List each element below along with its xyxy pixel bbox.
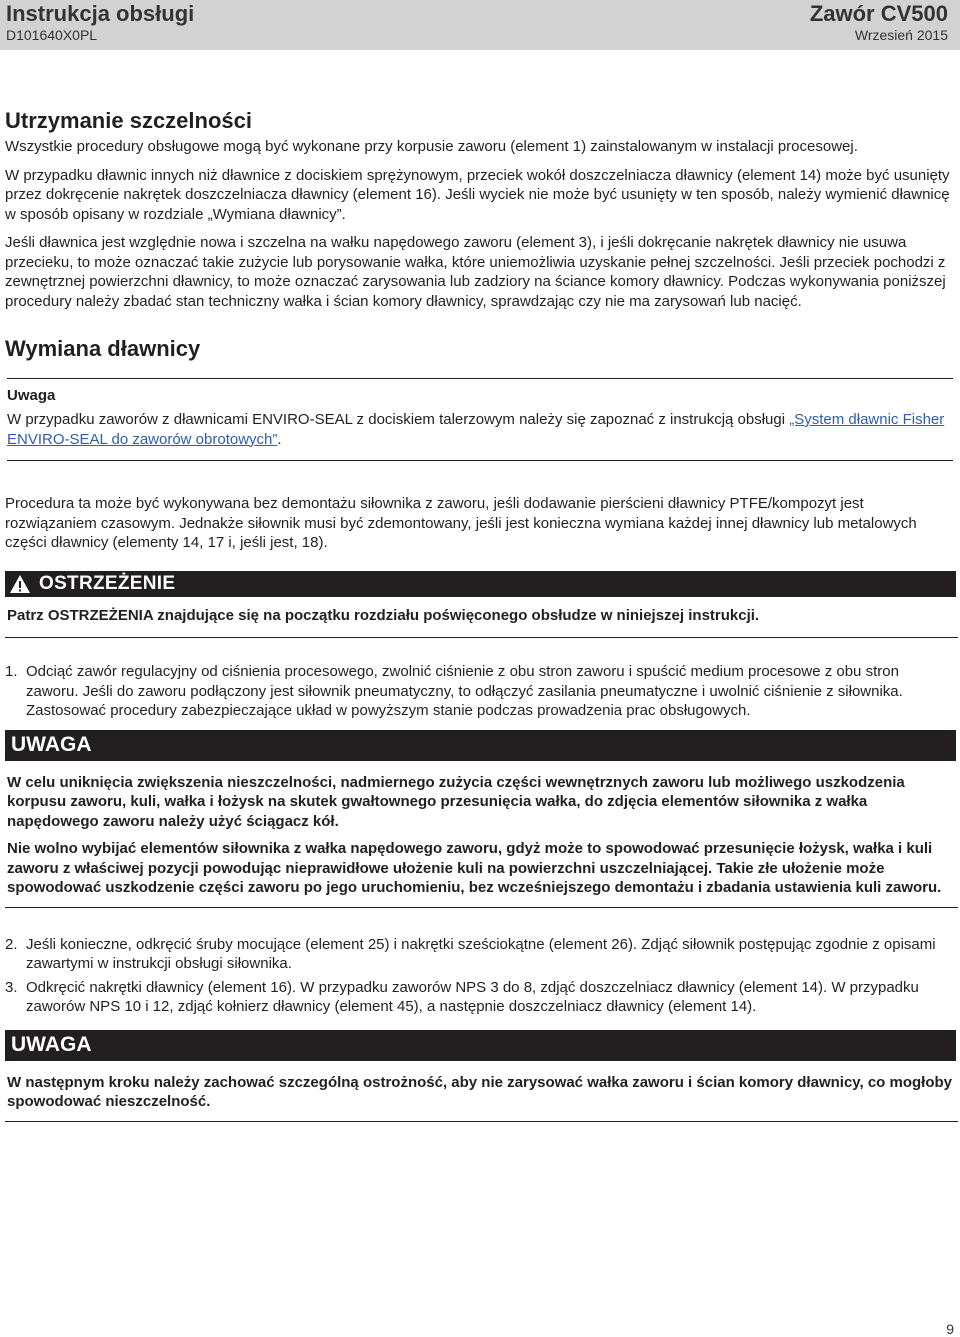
step-item [5, 978, 950, 1017]
document-code: D101640X0PL [6, 27, 98, 43]
step-item [5, 662, 950, 721]
enviro-seal-manual-link[interactable]: „System dławnic Fisher ENVIRO-SEAL do zaworów obrotowych” [7, 411, 945, 448]
caution-box [5, 761, 958, 908]
caution-text: W następnym kroku należy zachować szczególną ostrożność, aby nie zarysować wałka zaworu i ścian komory dławnicy, co mogłoby spowodować nieszczelność. [7, 1073, 953, 1110]
paragraph: Procedura ta może być wykonywana bez demontażu siłownika z zaworu, jeśli dodawanie pierścieni dławnicy PTFE/kompozyt jest rozwiązaniem czasowym. Jednakże siłownik musi być zdemontowany, jeśli jest konieczna wymiana każdej innej dławnicy lub metalowych części dławnicy (elementy 14, 17 i, jeśli jest, 18). [5, 495, 917, 551]
product-name: Zawór CV500 [809, 1, 948, 26]
step-text: Jeśli konieczne, odkręcić śruby mocujące (element 25) i nakrętki sześciokątne (element 26). Zdjąć siłownik postępując zgodnie z opisami zawartymi w instrukcji obsługi siłownika. [26, 935, 936, 972]
step-number: 3. [5, 978, 18, 996]
warning-text: Patrz OSTRZEŻENIA znajdujące się na początku rozdziału poświęconego obsłudze w niniejszej instrukcji. [5, 597, 958, 639]
warning-triangle-icon [9, 574, 31, 594]
paragraph: Jeśli dławnica jest względnie nowa i szczelna na wałku napędowego zaworu (element 3), i jeśli dokręcanie nakrętek dławnicy nie usuwa przecieku, to może oznaczać takie zużycie lub porysowanie wałka, które uniemożliwia uzyskanie pełnej szczelności. Jeśli przeciek pochodzi z zewnętrznej powierzchni dławnicy, to może oznaczać zarysowania lub zadziory na ściance komory dławnicy. Podczas wykonywania poniższej procedury należy zbadać stan techniczny wałka i ścian komory dławnicy, sprawdzając czy nie ma zarysowań lub nacięć. [5, 234, 946, 310]
step-number: 2. [5, 935, 18, 953]
section-title-tightness: Utrzymanie szczelności [5, 108, 252, 133]
paragraph: W przypadku dławnic innych niż dławnice z dociskiem sprężynowym, przeciek wokół doszczelniacza dławnicy (element 14) może być usunięty przez dokręcenie nakrętek doszczelniacza dławnicy (element 16). Jeśli wyciek nie może być usunięty w ten sposób, należy wymienić dławnicę w sposób opisany w rozdziale „Wymiana dławnicy”. [5, 166, 950, 223]
section-title-packing-replacement: Wymiana dławnicy [5, 336, 201, 361]
caution-header [5, 1030, 956, 1061]
paragraph: Wszystkie procedury obsługowe mogą być wykonane przy korpusie zaworu (element 1) zainstalowanym w instalacji procesowej. [5, 138, 858, 155]
page-content [5, 108, 953, 1122]
document-date: Wrzesień 2015 [854, 27, 948, 43]
caution-title: UWAGA [11, 733, 92, 756]
warning-header [5, 571, 956, 597]
note-title: Uwaga [7, 387, 56, 404]
caution-box [5, 1061, 958, 1122]
procedure-steps [5, 662, 953, 1122]
page-header [0, 0, 960, 50]
manual-title: Instrukcja obsługi [6, 1, 195, 26]
caution-header [5, 730, 956, 761]
page-number: 9 [946, 1321, 954, 1337]
step-item [5, 935, 950, 974]
caution-title: UWAGA [11, 1033, 92, 1056]
step-text: Odkręcić nakrętki dławnicy (element 16). W przypadku zaworów NPS 3 do 8, zdjąć doszczelniacz dławnicy (element 14). W przypadku zaworów NPS 10 i 12, zdjąć kołnierz dławnicy (element 45), a następnie doszczelniacz dławnicy (element 14). [26, 978, 919, 1015]
caution-text: W celu uniknięcia zwiększenia nieszczelności, nadmiernego zużycia części wewnętrznych zaworu lub możliwego uszkodzenia korpusu zaworu, kuli, wałka i łożysk na skutek gwałtownego przesunięcia wałka, do zdjęcia elementów siłownika z wałka napędowego zaworu należy użyć ściągacz kół. [7, 773, 905, 830]
note-text: W przypadku zaworów z dławnicami ENVIRO-SEAL z dociskiem talerzowym należy się zapoznać z instrukcją obsługi „System dławnic Fisher ENVIRO-SEAL do zaworów obrotowych”. [7, 411, 945, 448]
step-number: 1. [5, 663, 18, 680]
warning-title: OSTRZEŻENIE [39, 572, 176, 594]
note-box [7, 378, 953, 461]
caution-text: Nie wolno wybijać elementów siłownika z wałka napędowego zaworu, gdyż może to spowodować przesunięcie łożysk, wałka i kuli zaworu z właściwej pozycji powodując nieprawidłowe ułożenie kuli na powierzchni uszczelniającej. Takie złe ułożenie może spowodować uszkodzenie części zaworu po jego uruchomieniu, bez wcześniejszego demontażu i zbadania ustawienia kuli zaworu. [7, 840, 942, 896]
step-text: Odciąć zawór regulacyjny od ciśnienia procesowego, zwolnić ciśnienie z obu stron zaworu i spuścić medium procesowe z obu stron zaworu. Jeśli do zaworu podłączony jest siłownik pneumatyczny, to odłączyć zasilania pneumatyczne i uwolnić ciśnienie z siłownika. Zastosować procedury zabezpieczające układ w powyższym stanie podczas prowadzenia prac obsługowych. [26, 663, 903, 719]
